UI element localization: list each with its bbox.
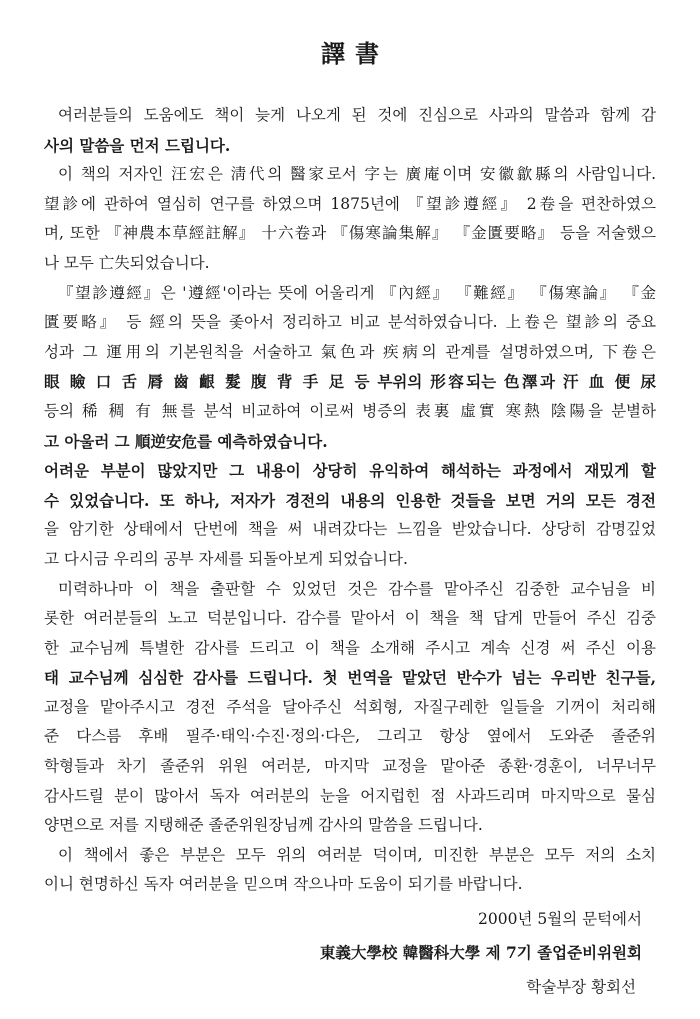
text-line: 을 암기한 상태에서 단번에 책을 써 내려갔다는 느낌을 받았습니다. 상당히 감명깊었 <box>44 520 656 539</box>
text-line: 眼 瞼 口 舌 脣 齒 齦 髮 腹 背 手 足 등 부위의 形容되는 色澤과 汗 血 便 尿 <box>44 372 656 392</box>
text-line: 교정을 맡아주시고 경전 주석을 달아주신 석회형, 자질구레한 일들을 기꺼이 처리해 <box>44 697 656 716</box>
text-line: 望診에 관하여 열심히 연구를 하였으며 1875년에 『望診遵經』 2卷을 편찬하였으 <box>44 194 656 213</box>
text-line: 수 있었습니다. 또 하나, 저자가 경전의 내용의 인용한 것들을 보면 거의 모든 경전 <box>44 490 656 510</box>
page-title: 譯書 <box>321 39 389 68</box>
preface-body <box>44 101 656 900</box>
text-line: 匱要略』 등 經의 뜻을 좇아서 정리하고 비교 분석하였습니다. 上卷은 望診의 중요 <box>44 313 656 332</box>
text-line: 이니 현명하신 독자 여러분을 믿으며 작으나마 도움이 되기를 바랍니다. <box>44 875 523 894</box>
text-line: 며, 또한 『神農本草經註解』 十六卷과 『傷寒論集解』 『金匱要略』 등을 저술했으 <box>44 224 656 243</box>
text-line: 롯한 여러분들의 노고 덕분입니다. 감수를 맡아서 이 책을 책 답게 만들어 주신 김중 <box>44 609 656 628</box>
text-line: 고 아울러 그 順逆安危를 예측하였습니다. <box>44 431 328 451</box>
text-line: 이 책의 저자인 汪宏은 淸代의 醫家로서 字는 廣庵이며 安徽歙縣의 사람입니다. <box>58 165 656 184</box>
text-line: 여러분들의 도움에도 책이 늦게 나오게 된 것에 진심으로 사과의 말씀과 함께 감 <box>58 106 656 124</box>
text-line: 학형들과 차기 졸준위 위원 여러분, 마지막 교정을 맡아준 종환·경훈이, 너무너무 <box>44 757 656 776</box>
text-line: 고 다시금 우리의 공부 자세를 되돌아보게 되었습니다. <box>44 549 408 568</box>
text-line: 성과 그 運用의 기본원칙을 서술하고 氣色과 疾病의 관계를 설명하였으며, 下卷은 <box>44 342 656 361</box>
signature-author: 학술부장 황회선 <box>526 978 636 996</box>
text-line: 양면으로 저를 지탱해준 졸준위원장님께 감사의 말씀을 드립니다. <box>44 816 483 835</box>
text-line: 이 책에서 좋은 부분은 모두 위의 여러분 덕이며, 미진한 부분은 모두 저의 소치 <box>58 845 656 864</box>
text-line: 사의 말씀을 먼저 드립니다. <box>44 135 231 155</box>
text-line: 준 다스름 후배 필주·태익·수진·정의·다은, 그리고 항상 옆에서 도와준 졸준위 <box>44 727 656 746</box>
text-line: 미력하나마 이 책을 출판할 수 있었던 것은 감수를 맡아주신 김중한 교수님을 비 <box>58 579 656 598</box>
text-line: 한 교수님께 특별한 감사를 드리고 이 책을 소개해 주시고 계속 신경 써 주신 이용 <box>44 638 656 657</box>
text-line: 『望診遵經』은 '遵經'이라는 뜻에 어울리게 『內經』 『難經』 『傷寒論』 『金 <box>58 283 656 302</box>
text-line: 등의 稀 稠 有 無를 분석 비교하여 이로써 병증의 表裏 虛實 寒熱 陰陽을 분별하 <box>44 401 656 420</box>
text-line: 나 모두 亡失되었습니다. <box>44 253 210 272</box>
text-line: 태 교수님께 심심한 감사를 드립니다. 첫 번역을 맡았던 반수가 넘는 우리반 친구들, <box>44 668 656 688</box>
text-line: 감사드릴 분이 많아서 독자 여러분의 눈을 어지럽힌 점 사과드리며 마지막으로 물심 <box>44 786 656 805</box>
signature-date: 2000년 5월의 문턱에서 <box>478 910 642 928</box>
text-line: 어려운 부분이 많았지만 그 내용이 상당히 유익하여 해석하는 과정에서 재밌게 할 <box>44 461 656 481</box>
signature-organization: 東義大學校 韓醫科大學 제 7기 졸업준비위원회 <box>319 943 642 962</box>
